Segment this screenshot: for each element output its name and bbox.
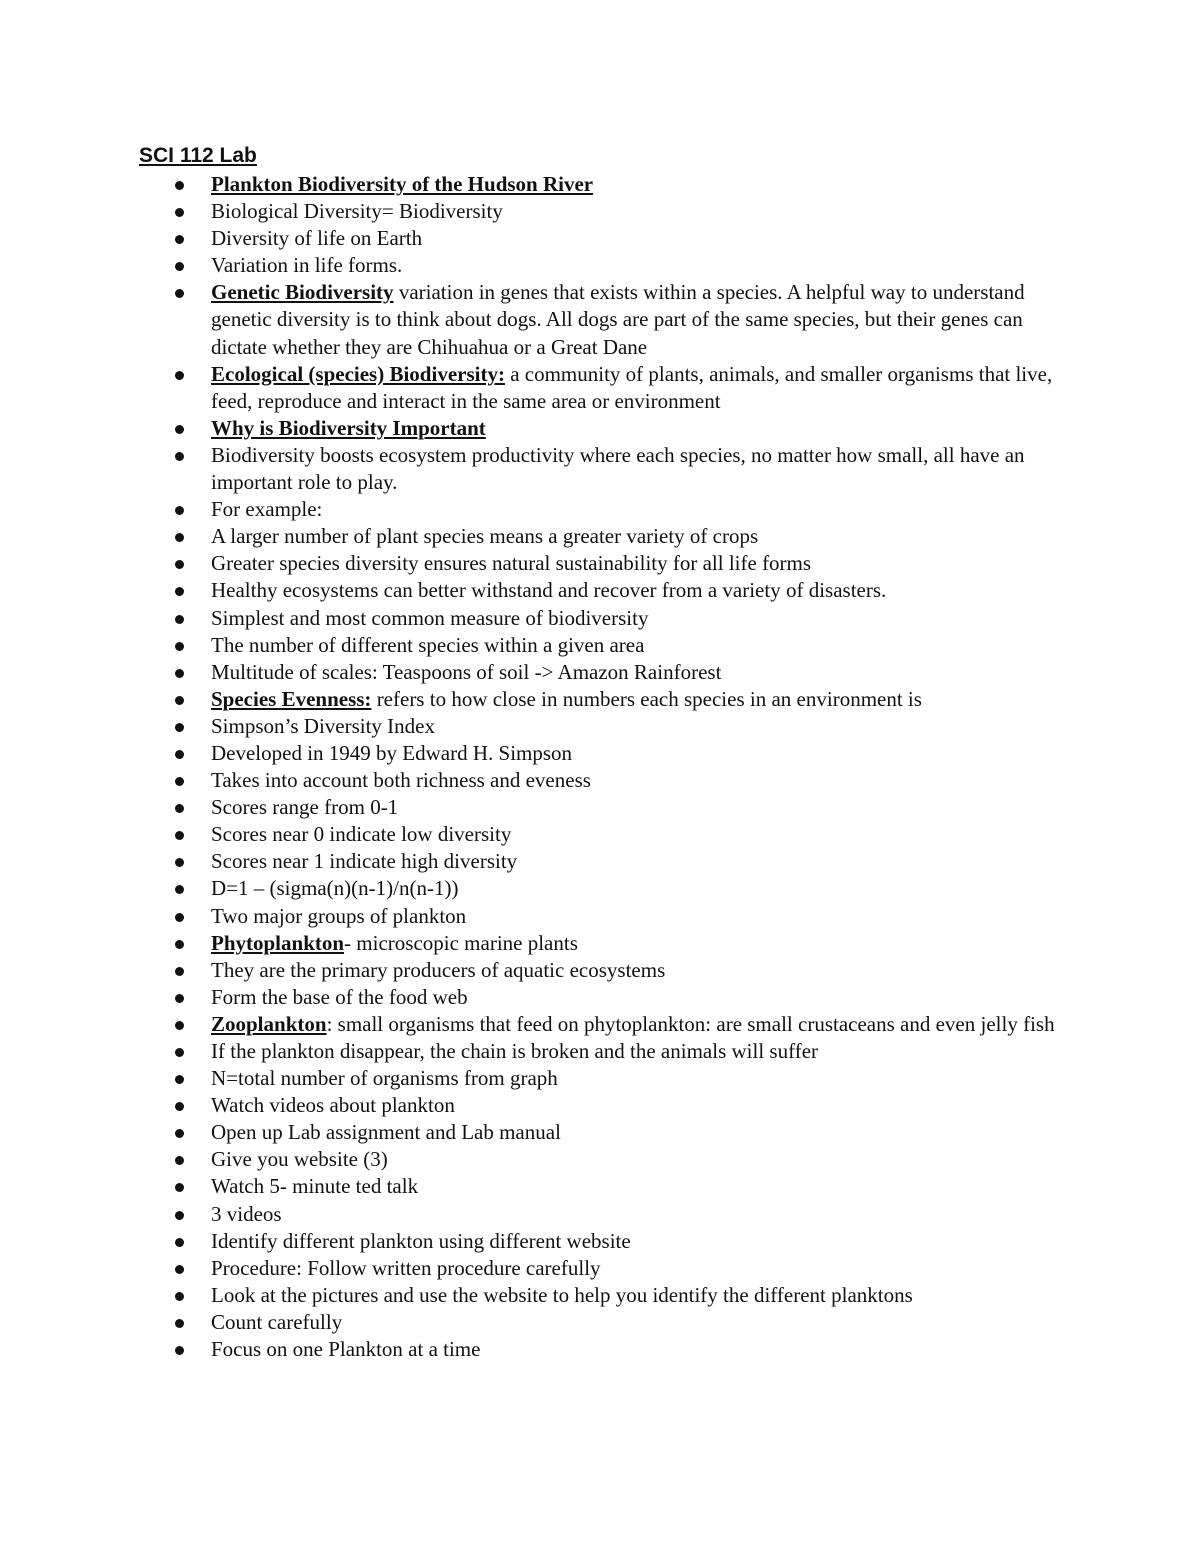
bullet-icon — [175, 794, 185, 821]
bullet-icon — [175, 848, 185, 875]
list-item-text: 3 videos — [211, 1201, 282, 1226]
list-item — [211, 361, 1071, 415]
bullet-icon — [175, 550, 185, 577]
list-item — [211, 605, 1071, 632]
list-item — [211, 794, 1071, 821]
list-item-text: They are the primary producers of aquatic ecosystems — [211, 957, 666, 982]
list-item — [211, 1146, 1071, 1173]
list-item-text: Simpson’s Diversity Index — [211, 713, 435, 738]
list-item-text: Scores near 1 indicate high diversity — [211, 849, 518, 874]
bullet-icon — [175, 361, 185, 388]
list-item-text: Biodiversity boosts ecosystem productivity where each species, no matter how small, all have an important role to play. — [211, 442, 1025, 495]
list-item-text: Diversity of life on Earth — [211, 226, 423, 251]
bullet-icon — [175, 1011, 185, 1038]
bullet-icon — [175, 496, 185, 523]
bullet-icon — [175, 171, 185, 198]
bullet-icon — [175, 442, 185, 469]
bullet-icon — [175, 903, 185, 930]
list-item — [211, 198, 1071, 225]
list-item-text: For example: — [211, 497, 323, 522]
list-item-text: Multitude of scales: Teaspoons of soil -> Amazon Rainforest — [211, 659, 722, 684]
bullet-icon — [175, 930, 185, 957]
list-item-text: Watch 5- minute ted talk — [211, 1174, 419, 1199]
list-item-term: Ecological (species) Biodiversity: — [211, 361, 505, 386]
list-item-text: The number of different species within a given area — [211, 632, 645, 657]
list-item — [211, 713, 1071, 740]
bullet-icon — [175, 1146, 185, 1173]
list-item — [211, 659, 1071, 686]
list-item-text: Greater species diversity ensures natural sustainability for all life forms — [211, 551, 812, 576]
list-item-text: Two major groups of plankton — [211, 903, 467, 928]
list-item — [211, 1092, 1071, 1119]
list-item — [211, 279, 1071, 360]
list-item-text: Biological Diversity= Biodiversity — [211, 199, 503, 224]
bullet-icon — [175, 252, 185, 279]
list-item — [211, 930, 1071, 957]
bullet-icon — [175, 225, 185, 252]
list-item — [211, 957, 1071, 984]
bullet-icon — [175, 632, 185, 659]
list-item-text: Focus on one Plankton at a time — [211, 1337, 481, 1362]
list-item-text: Count carefully — [211, 1309, 343, 1334]
bullet-icon — [175, 1173, 185, 1200]
list-item-term: Phytoplankton — [211, 930, 345, 955]
list-item — [211, 984, 1071, 1011]
list-item — [211, 496, 1071, 523]
list-item — [211, 848, 1071, 875]
document-title: SCI 112 Lab — [139, 144, 257, 167]
bullet-icon — [175, 523, 185, 550]
list-item — [211, 442, 1071, 496]
list-item-text: If the plankton disappear, the chain is broken and the animals will suffer — [211, 1039, 819, 1063]
list-item — [211, 821, 1071, 848]
list-item — [211, 1309, 1071, 1336]
bullet-icon — [175, 957, 185, 984]
list-item-text: : small organisms that feed on phytoplankton: are small crustaceans and even jelly fish — [326, 1011, 1055, 1036]
list-item-term: Plankton Biodiversity of the Hudson River — [211, 172, 594, 196]
list-item — [211, 1282, 1071, 1309]
bullet-icon — [175, 1282, 185, 1309]
list-item-text: Open up Lab assignment and Lab manual — [211, 1120, 561, 1145]
bullet-icon — [175, 605, 185, 632]
list-item-text: Procedure: Follow written procedure carefully — [211, 1255, 601, 1280]
bullet-icon — [175, 279, 185, 306]
list-item-text: Scores range from 0-1 — [211, 795, 399, 820]
list-item-text: Takes into account both richness and eveness — [211, 768, 591, 793]
list-item — [211, 252, 1071, 279]
list-item-text: Simplest and most common measure of biodiversity — [211, 605, 649, 630]
list-item-text: Look at the pictures and use the website to help you identify the different planktons — [211, 1282, 913, 1307]
bullet-icon — [175, 1092, 185, 1119]
list-item-text: Scores near 0 indicate low diversity — [211, 822, 512, 847]
list-item — [211, 1255, 1071, 1282]
bullet-icon — [175, 1038, 185, 1065]
bullet-icon — [175, 1336, 185, 1363]
list-item — [211, 550, 1071, 577]
list-item — [211, 1173, 1071, 1200]
bullet-icon — [175, 1255, 185, 1282]
list-item — [211, 740, 1071, 767]
list-item-term: Why is Biodiversity Important — [211, 415, 486, 440]
bullet-list — [211, 171, 1071, 1363]
list-item — [211, 523, 1071, 550]
bullet-icon — [175, 1228, 185, 1255]
list-item — [211, 1011, 1071, 1038]
bullet-icon — [175, 984, 185, 1011]
bullet-icon — [175, 767, 185, 794]
bullet-icon — [175, 1201, 185, 1228]
bullet-icon — [175, 415, 185, 442]
list-item — [211, 577, 1071, 604]
bullet-icon — [175, 686, 185, 713]
list-item-term: Genetic Biodiversity — [211, 280, 394, 305]
list-item — [211, 1228, 1071, 1255]
list-item-text: refers to how close in numbers each species in an environment is — [371, 686, 922, 711]
list-item-text: Healthy ecosystems can better withstand and recover from a variety of disasters. — [211, 578, 887, 603]
bullet-icon — [175, 1309, 185, 1336]
list-item — [211, 1336, 1071, 1363]
list-item — [211, 1119, 1071, 1146]
list-item — [211, 1038, 1071, 1065]
list-item — [211, 225, 1071, 252]
bullet-icon — [175, 1065, 185, 1092]
list-item — [211, 1201, 1071, 1228]
list-item-text: a community of plants, animals, and smaller organisms that live, feed, reproduce and interact in the same area or environment — [211, 361, 1053, 413]
list-item-text: Watch videos about plankton — [211, 1093, 455, 1118]
list-item — [211, 875, 1071, 902]
list-item — [211, 415, 1071, 442]
bullet-icon — [175, 198, 185, 225]
list-item-term: Zooplankton — [211, 1011, 327, 1036]
bullet-icon — [175, 875, 185, 902]
bullet-icon — [175, 713, 185, 740]
list-item-text: N=total number of organisms from graph — [211, 1066, 558, 1091]
list-item — [211, 171, 1071, 198]
list-item — [211, 767, 1071, 794]
list-item-text: D=1 – (sigma(n)(n-1)/n(n-1)) — [211, 876, 459, 901]
list-item-text: - microscopic marine plants — [344, 930, 578, 955]
list-item — [211, 632, 1071, 659]
list-item — [211, 686, 1071, 713]
list-item-term: Species Evenness: — [211, 686, 372, 711]
list-item-text: Identify different plankton using different website — [211, 1228, 631, 1253]
bullet-icon — [175, 821, 185, 848]
bullet-icon — [175, 1119, 185, 1146]
bullet-icon — [175, 577, 185, 604]
list-item-text: Form the base of the food web — [211, 984, 468, 1009]
list-item-text: Variation in life forms. — [211, 253, 403, 278]
bullet-icon — [175, 659, 185, 686]
list-item-text: A larger number of plant species means a greater variety of crops — [211, 524, 759, 549]
list-item-text: Give you website (3) — [211, 1147, 388, 1172]
list-item — [211, 1065, 1071, 1092]
list-item-text: variation in genes that exists within a species. A helpful way to understand genetic diversity is to think about dogs. All dogs are part of the same species, but their genes can dictate whether they are Chihuahua or a Great Dane — [211, 280, 1025, 359]
list-item-text: Developed in 1949 by Edward H. Simpson — [211, 740, 573, 765]
bullet-icon — [175, 740, 185, 767]
list-item — [211, 903, 1071, 930]
